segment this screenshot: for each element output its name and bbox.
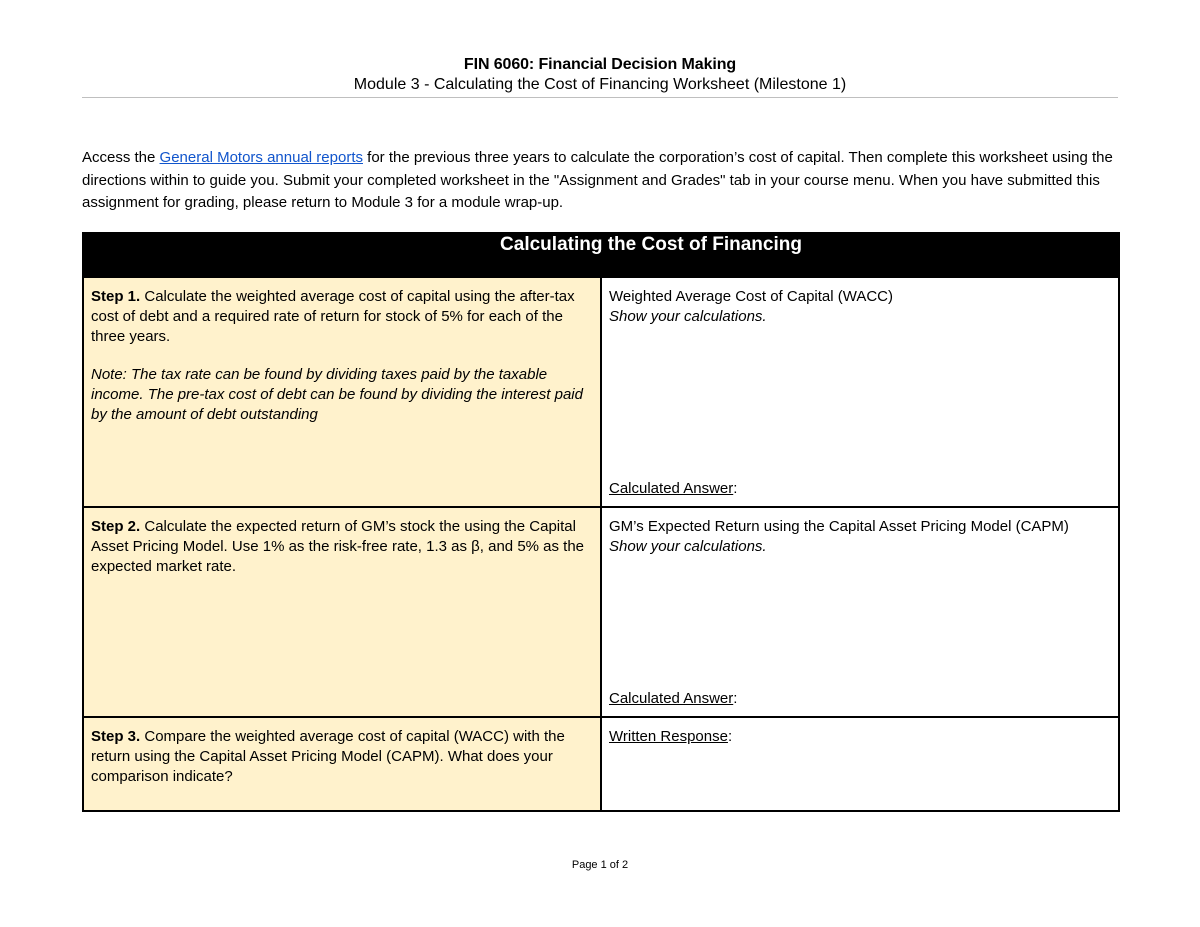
step-3-response-area[interactable] [601, 717, 1119, 811]
cost-of-financing-table [82, 232, 1120, 812]
calculated-answer-label: Calculated Answer [609, 480, 734, 498]
page-number: Page 1 of 2 [571, 859, 629, 871]
intro-text-after-link: for the previous three years to calculate the corporation’s cost of capital. Then complete this worksheet using the directions within to guide you. Submit your completed worksheet in the "Assignment and Grades" tab in your course menu. When you have submitted this assignment for grading, please return to Module 3 for a module wrap-up. [82, 149, 1113, 211]
step-1-label: Step 1. [91, 288, 141, 305]
gm-annual-reports-link[interactable]: General Motors annual reports [159, 149, 363, 166]
header-divider [82, 97, 1118, 98]
step-1-response-area[interactable] [601, 277, 1119, 507]
wacc-heading: Weighted Average Cost of Capital (WACC) [609, 288, 894, 305]
show-calculations-instruction: Show your calculations. [609, 307, 767, 325]
step-3-text: Step 3. Compare the weighted average cost of capital (WACC) with the return using the Capital Asset Pricing Model (CAPM). What does your comparison indicate? [91, 728, 565, 785]
capm-heading: GM’s Expected Return using the Capital Asset Pricing Model (CAPM) [609, 518, 1069, 535]
intro-text-before-link: Access the [82, 149, 160, 166]
step-1-note: Note: The tax rate can be found by dividing taxes paid by the taxable income. The pre-tax cost of debt can be found by dividing the interest paid by the amount of debt outstanding [91, 366, 583, 423]
written-response-field[interactable]: Written Response: [609, 728, 733, 745]
step-1-instructions [83, 277, 601, 507]
step-2-response-area[interactable] [601, 507, 1119, 717]
written-response-label: Written Response [609, 728, 728, 745]
table-row [83, 717, 1119, 811]
step-2-instructions [83, 507, 601, 717]
step-2-text: Step 2. Calculate the expected return of GM’s stock the using the Capital Asset Pricing Model. Use 1% as the risk-free rate, 1.3 as β, and 5% as the expected market rate. [91, 518, 585, 575]
document-subtitle: Module 3 - Calculating the Cost of Financing Worksheet (Milestone 1) [353, 76, 847, 93]
step-3-instructions [83, 717, 601, 811]
course-title: FIN 6060: Financial Decision Making [463, 56, 737, 73]
step-3-label: Step 3. [91, 728, 141, 745]
show-calculations-instruction: Show your calculations. [609, 537, 767, 555]
calculated-answer-field[interactable]: Calculated Answer: [609, 480, 738, 498]
calculated-answer-label: Calculated Answer [609, 690, 734, 708]
intro-paragraph [82, 147, 1118, 215]
step-2-label: Step 2. [91, 518, 141, 535]
document-header [82, 55, 1118, 95]
calculated-answer-field[interactable]: Calculated Answer: [609, 690, 738, 708]
table-row [83, 277, 1119, 507]
step-1-text: Step 1. Calculate the weighted average cost of capital using the after-tax cost of debt and a required rate of return for stock of 5% for each of the three years. [91, 288, 575, 345]
table-title: Calculating the Cost of Financing [83, 233, 1119, 277]
table-row [83, 507, 1119, 717]
